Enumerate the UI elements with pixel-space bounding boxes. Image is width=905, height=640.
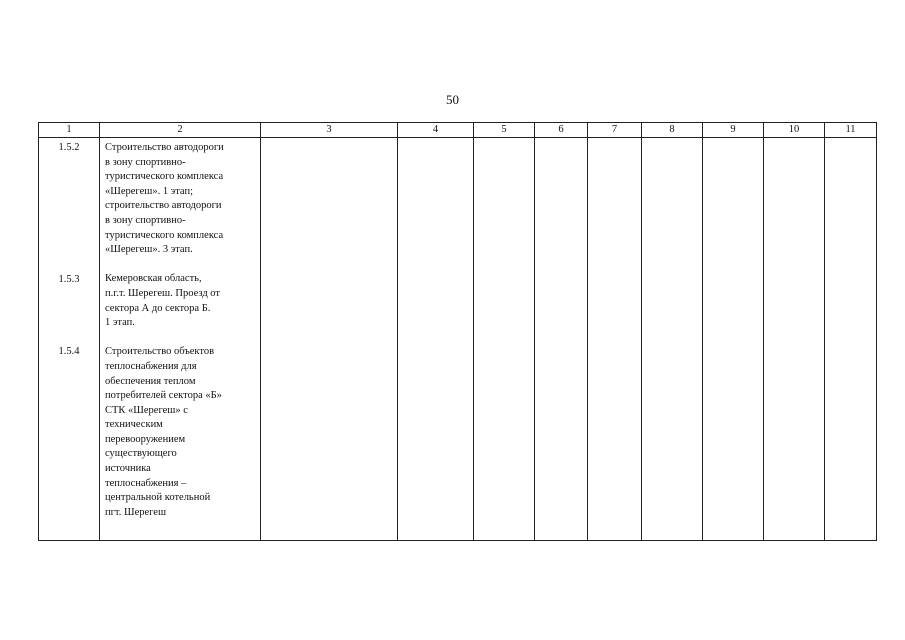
row-number-1-5-2: 1.5.2 bbox=[58, 142, 80, 153]
column-header-4: 4 bbox=[398, 123, 474, 138]
number-cell bbox=[39, 138, 100, 541]
text-line: теплоснабжения – bbox=[105, 477, 187, 489]
column-header-8: 8 bbox=[642, 123, 703, 138]
text-line: теплоснабжения для bbox=[105, 360, 197, 372]
text-line: сектора А до сектора Б. bbox=[105, 302, 211, 314]
row-number-1-5-3: 1.5.3 bbox=[58, 273, 80, 285]
row-name-1-5-4 bbox=[105, 345, 256, 520]
text-line: центральной котельной bbox=[105, 492, 211, 504]
text-line: туристического комплекса bbox=[105, 171, 224, 183]
text-line: техническим bbox=[105, 419, 163, 431]
column-header-3: 3 bbox=[261, 123, 398, 138]
empty-cell-7 bbox=[588, 138, 642, 541]
text-line: пгт. Шерегеш bbox=[105, 506, 167, 518]
column-header-10: 10 bbox=[764, 123, 825, 138]
row-name-1-5-2 bbox=[105, 141, 256, 258]
row-number-1-5-4: 1.5.4 bbox=[58, 346, 80, 358]
text-line: 1 этап. bbox=[105, 317, 135, 329]
empty-cell-5 bbox=[474, 138, 535, 541]
text-line: в зону спортивно- bbox=[105, 156, 186, 168]
column-header-7: 7 bbox=[588, 123, 642, 138]
column-header-1: 1 bbox=[39, 123, 100, 138]
page-number: 50 bbox=[446, 92, 459, 107]
text-line: «Шерегеш». 1 этап; bbox=[105, 185, 193, 197]
text-line: Строительство автодороги bbox=[105, 142, 224, 153]
text-line: строительство автодороги bbox=[105, 200, 222, 212]
empty-cell-10 bbox=[764, 138, 825, 541]
column-header-11: 11 bbox=[825, 123, 877, 138]
text-line: «Шерегеш». 3 этап. bbox=[105, 244, 193, 256]
column-header-6: 6 bbox=[535, 123, 588, 138]
empty-cell-11 bbox=[825, 138, 877, 541]
row-name-1-5-3 bbox=[105, 272, 256, 330]
text-line: в зону спортивно- bbox=[105, 214, 186, 226]
text-line: п.г.т. Шерегеш. Проезд от bbox=[105, 287, 220, 299]
empty-cell-8 bbox=[642, 138, 703, 541]
text-line: существующего bbox=[105, 448, 177, 460]
text-line: СТК «Шерегеш» с bbox=[105, 404, 188, 416]
column-header-2: 2 bbox=[100, 123, 261, 138]
text-line: Строительство объектов bbox=[105, 346, 215, 358]
text-line: источника bbox=[105, 463, 151, 475]
table-header-row bbox=[39, 123, 877, 138]
text-line: обеспечения теплом bbox=[105, 375, 196, 387]
text-line: перевооружением bbox=[105, 433, 186, 445]
document-table bbox=[38, 122, 877, 541]
column-header-5: 5 bbox=[474, 123, 535, 138]
empty-cell-4 bbox=[398, 138, 474, 541]
empty-cell-3 bbox=[261, 138, 398, 541]
text-line: потребителей сектора «Б» bbox=[105, 390, 222, 402]
empty-cell-9 bbox=[703, 138, 764, 541]
column-header-9: 9 bbox=[703, 123, 764, 138]
text-line: Кемеровская область, bbox=[105, 273, 202, 285]
empty-cell-6 bbox=[535, 138, 588, 541]
table-body-row bbox=[39, 138, 877, 541]
text-line: туристического комплекса bbox=[105, 229, 224, 241]
name-cell bbox=[100, 138, 261, 541]
